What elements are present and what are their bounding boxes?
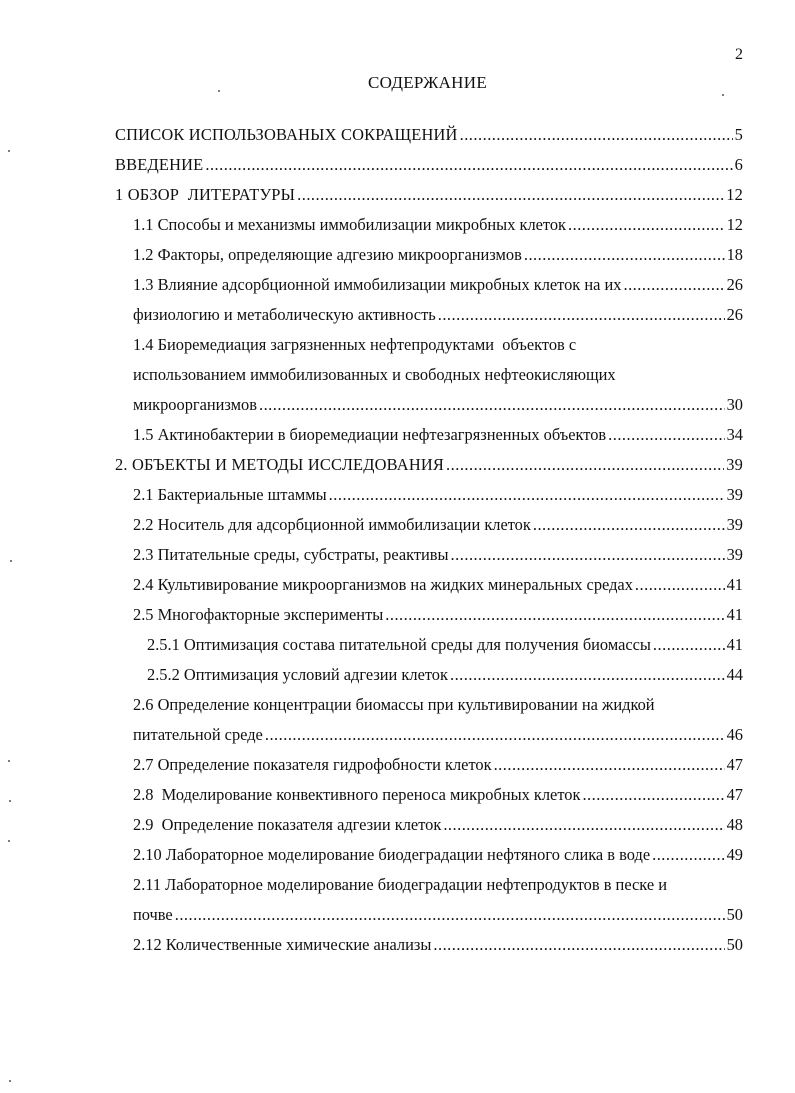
toc-entry [115,930,743,960]
toc-entry-text: 1.1 Способы и механизмы иммобилизации микробных клеток [133,215,567,234]
toc-entry [115,120,743,150]
toc-entry-page: 39 [726,455,743,474]
scan-speck [722,94,724,96]
toc-leader [446,450,724,480]
toc-entry-text: физиологию и метаболическую активность [133,305,436,324]
toc-entry [115,240,743,270]
toc-entry [115,270,743,300]
toc-entry-page: 39 [726,515,743,534]
toc-entry-page: 12 [726,185,743,204]
toc-entry-page: 48 [726,815,743,834]
toc-entry-text: 2.12 Количественные химические анализы [133,935,432,954]
toc-entry-text: 2.5 Многофакторные эксперименты [133,605,384,624]
toc-leader [635,570,725,600]
toc-entry [115,420,743,450]
toc-leader [568,210,725,240]
toc-leader [533,510,725,540]
toc-entry-text: почве [133,905,173,924]
toc-entry [115,450,743,480]
page-title: СОДЕРЖАНИЕ [367,73,488,92]
scan-speck [8,150,10,152]
toc-entry-continued: 2.11 Лабораторное моделирование биодеградации нефтепродуктов в песке и [133,875,667,894]
toc-entry-page: 6 [734,155,743,174]
toc-entry-text: 1.5 Актинобактерии в биоремедиации нефтезагрязненных объектов [133,425,607,444]
toc-entry [115,180,743,210]
toc-leader [524,240,725,270]
toc-leader [460,120,733,150]
toc-entry-continued: 1.4 Биоремедиация загрязненных нефтепродуктами объектов с [133,335,577,354]
toc-entry-page: 5 [734,125,743,144]
toc-leader [433,930,724,960]
scan-speck [8,760,10,762]
toc-entry-text: СПИСОК ИСПОЛЬЗОВАНЫХ СОКРАЩЕНИЙ [115,125,458,144]
toc-leader [451,540,725,570]
toc-entry-text: 2. ОБЪЕКТЫ И МЕТОДЫ ИССЛЕДОВАНИЯ [115,455,445,474]
toc-entry [115,540,743,570]
scan-speck [9,800,11,802]
toc-entry-page: 26 [726,305,743,324]
toc-entry-text: 1 ОБЗОР ЛИТЕРАТУРЫ [115,185,296,204]
toc-leader [653,630,725,660]
toc-entry-page: 30 [726,395,743,414]
toc-entry [115,300,743,330]
toc-entry-page: 46 [726,725,743,744]
scan-speck [218,90,220,92]
toc-leader [329,480,725,510]
toc-entry-text: 2.5.2 Оптимизация условий адгезии клеток [147,665,448,684]
toc-entry-text: 2.2 Носитель для адсорбционной иммобилизации клеток [133,515,531,534]
toc-entry-text: 2.3 Питательные среды, субстраты, реактивы [133,545,449,564]
toc-entry [115,570,743,600]
toc-entry-page: 50 [726,905,743,924]
toc-entry-page: 34 [726,425,743,444]
toc-leader [494,750,725,780]
toc-entry-page: 26 [726,275,743,294]
toc-entry-page: 41 [726,605,743,624]
toc-entry-continued: использованием иммобилизованных и свободных нефтеокисляющих [133,365,616,384]
toc-entry-text: 1.3 Влияние адсорбционной иммобилизации микробных клеток на их [133,275,622,294]
page-number: 2 [735,46,743,63]
toc-entry-continued: 2.6 Определение концентрации биомассы при культивировании на жидкой [133,695,655,714]
toc-entry [115,810,743,840]
toc-leader [652,840,725,870]
toc-entry [115,900,743,930]
toc-leader [265,720,725,750]
toc-entry-text: 2.8 Моделирование конвективного переноса микробных клеток [133,785,581,804]
toc-entry-page: 39 [726,485,743,504]
toc-leader [450,660,725,690]
table-of-contents [115,120,743,960]
toc-entry-page: 50 [726,935,743,954]
toc-entry [115,660,743,690]
toc-leader [623,270,724,300]
toc-leader [385,600,724,630]
toc-entry-text: 2.1 Бактериальные штаммы [133,485,327,504]
toc-entry-text: 2.10 Лабораторное моделирование биодеградации нефтяного слика в воде [133,845,651,864]
toc-leader [438,300,725,330]
toc-entry [115,720,743,750]
toc-entry-text: 2.9 Определение показателя адгезии клеток [133,815,442,834]
toc-entry-text: 2.4 Культивирование микроорганизмов на жидких минеральных средах [133,575,633,594]
toc-entry [115,210,743,240]
toc-leader [259,390,725,420]
toc-leader [297,180,724,210]
toc-entry [115,150,743,180]
toc-entry-page: 12 [726,215,743,234]
toc-entry-page: 41 [726,635,743,654]
scan-speck [8,840,10,842]
toc-entry [115,630,743,660]
toc-entry-page: 47 [726,785,743,804]
toc-entry-text: 2.5.1 Оптимизация состава питательной среды для получения биомассы [147,635,651,654]
toc-entry-page: 41 [726,575,743,594]
toc-leader [205,150,732,180]
scan-speck [9,1080,11,1082]
toc-entry [115,510,743,540]
toc-entry-text: 2.7 Определение показателя гидрофобности клеток [133,755,492,774]
toc-leader [443,810,724,840]
toc-entry-text: питательной среде [133,725,263,744]
toc-entry [115,600,743,630]
toc-entry-page: 49 [726,845,743,864]
toc-leader [175,900,725,930]
toc-entry [115,780,743,810]
toc-entry-text: микроорганизмов [133,395,257,414]
toc-leader [582,780,724,810]
toc-entry-text: ВВЕДЕНИЕ [115,155,204,174]
toc-entry-page: 18 [726,245,743,264]
toc-entry-page: 39 [726,545,743,564]
toc-entry [115,750,743,780]
toc-entry-text: 1.2 Факторы, определяющие адгезию микроорганизмов [133,245,522,264]
toc-entry-page: 47 [726,755,743,774]
toc-entry [115,390,743,420]
toc-entry [115,840,743,870]
scan-speck [10,560,12,562]
toc-entry [115,480,743,510]
toc-leader [608,420,724,450]
toc-entry-page: 44 [726,665,743,684]
